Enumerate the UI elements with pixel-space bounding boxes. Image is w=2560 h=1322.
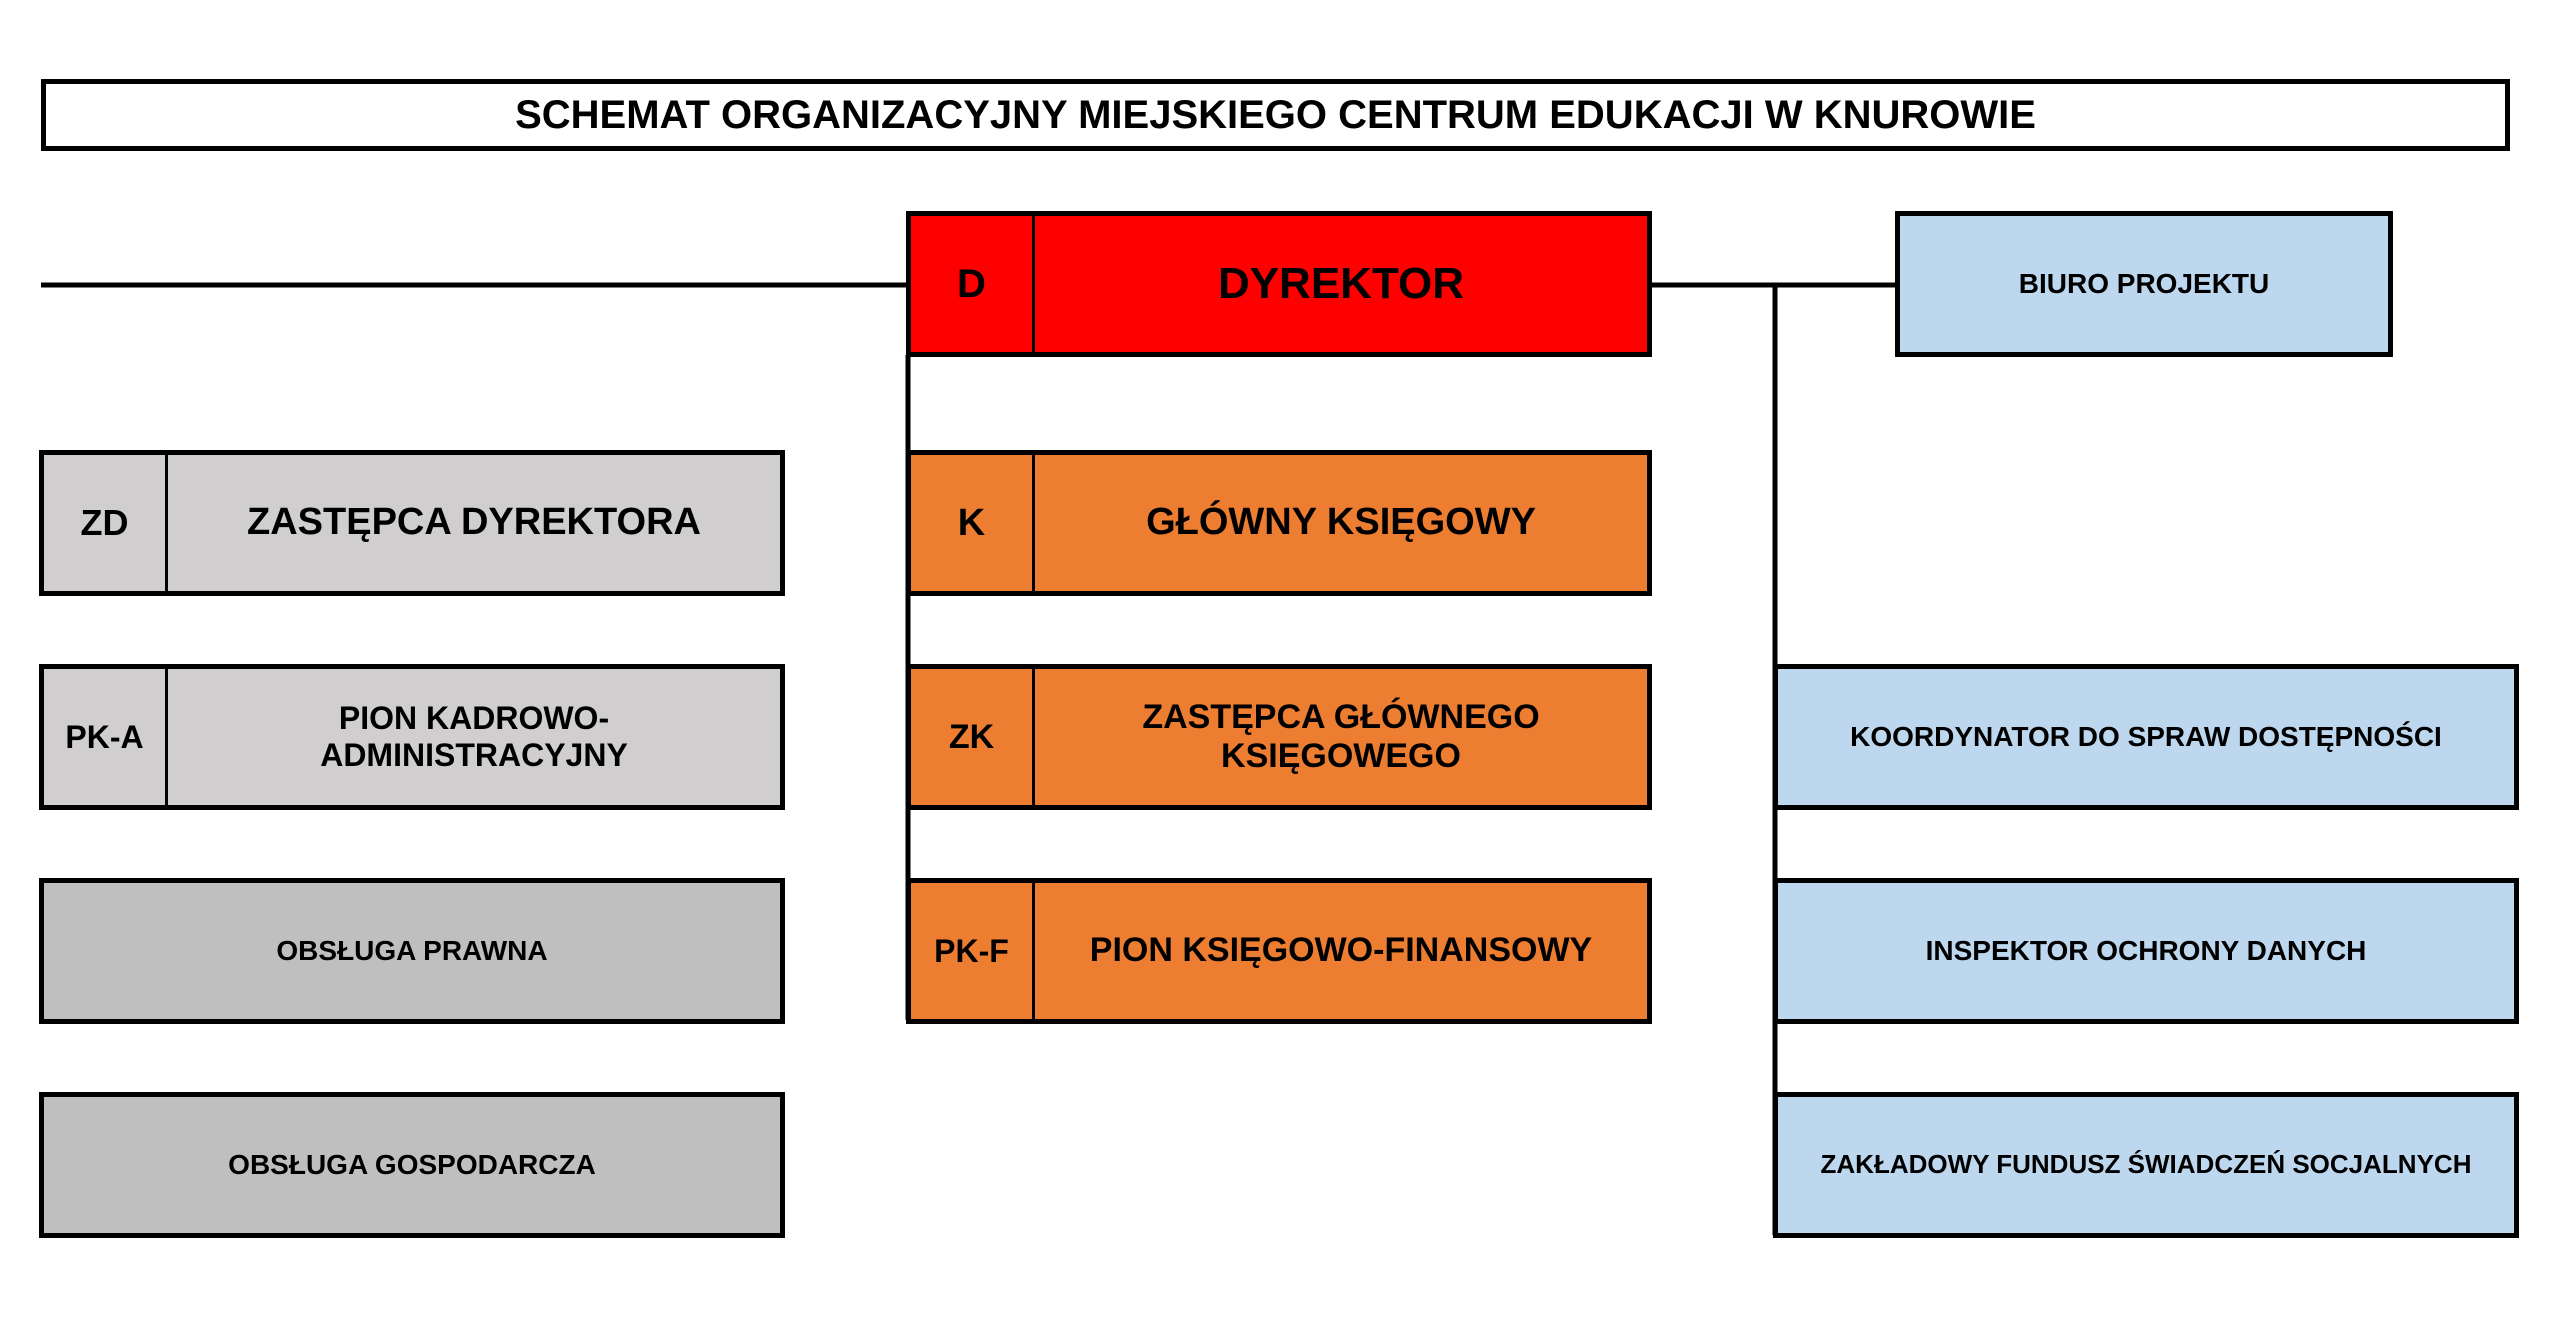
chief-accountant-box [906,450,1652,596]
deputy-director-label: ZASTĘPCA DYREKTORA [247,501,701,544]
director-code: D [911,216,1035,352]
legal-service-box [39,878,785,1024]
finance-division-box [906,878,1652,1024]
accessibility-coordinator-label: KOORDYNATOR DO SPRAW DOSTĘPNOŚCI [1850,720,2442,752]
director-label: DYREKTOR [1217,258,1465,308]
chart-title: SCHEMAT ORGANIZACYJNY MIEJSKIEGO CENTRUM EDUKACJI W KNUROWIE [41,79,2510,151]
deputy-chief-accountant-code: ZK [911,669,1035,805]
deputy-chief-accountant-label: ZASTĘPCA GŁÓWNEGO KSIĘGOWEGO [1142,697,1540,775]
accessibility-coordinator-box [1773,664,2519,810]
project-office-box [1895,211,2393,357]
director-box [906,211,1652,357]
data-protection-inspector-box [1773,878,2519,1024]
deputy-chief-accountant-box [906,664,1652,810]
hr-admin-division-code: PK-A [44,669,168,805]
data-protection-inspector-label: INSPEKTOR OCHRONY DANYCH [1925,934,2367,966]
social-benefits-fund-label: ZAKŁADOWY FUNDUSZ ŚWIADCZEŃ SOCJALNYCH [1820,1149,2472,1180]
hr-admin-division-box [39,664,785,810]
deputy-director-box [39,450,785,596]
chief-accountant-label: GŁÓWNY KSIĘGOWY [1146,501,1536,544]
finance-division-label: PION KSIĘGOWO-FINANSOWY [1089,931,1593,970]
chief-accountant-code: K [911,455,1035,591]
facility-service-label: OBSŁUGA GOSPODARCZA [228,1148,596,1180]
hr-admin-division-label: PION KADROWO-ADMINISTRACYJNY [320,700,628,773]
legal-service-label: OBSŁUGA PRAWNA [276,934,548,966]
facility-service-box [39,1092,785,1238]
social-benefits-fund-box [1773,1092,2519,1238]
deputy-director-code: ZD [44,455,168,591]
project-office-label: BIURO PROJEKTU [2018,267,2270,299]
finance-division-code: PK-F [911,883,1035,1019]
